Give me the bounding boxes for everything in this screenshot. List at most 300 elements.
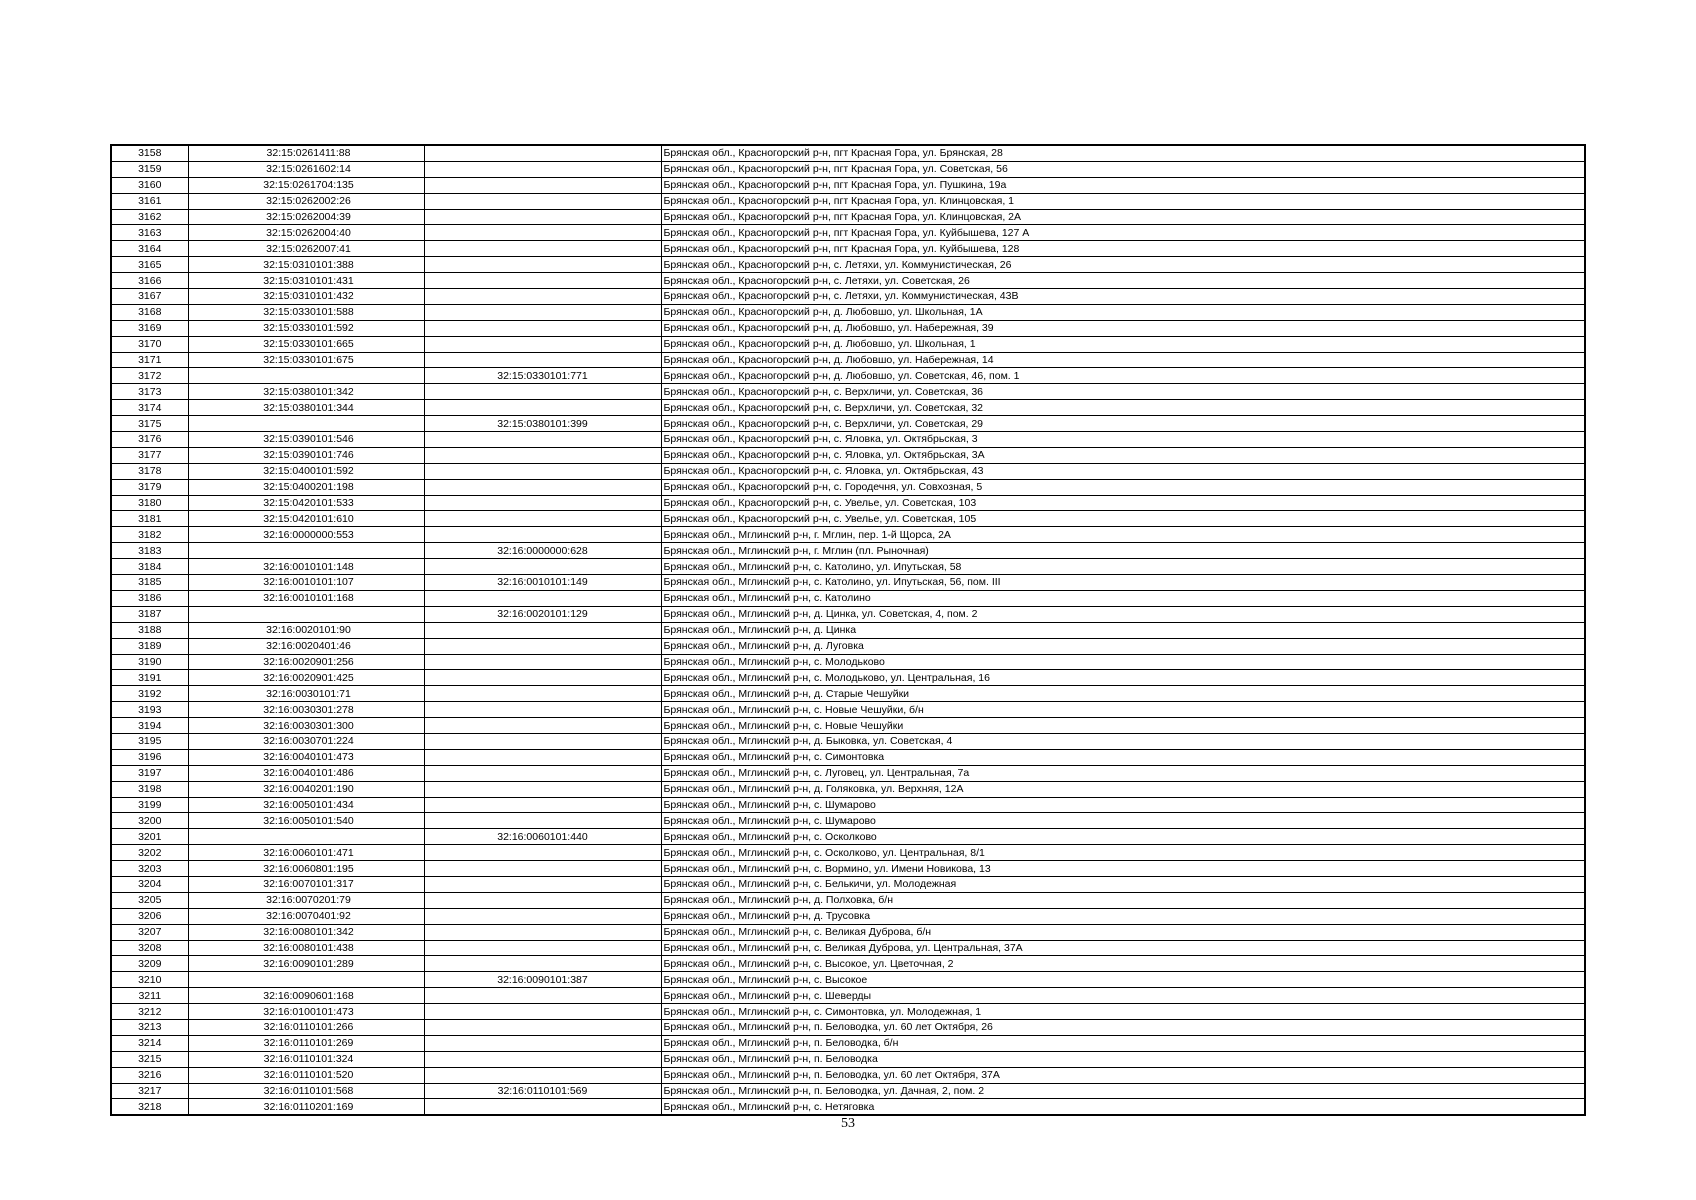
row-number-cell: 3193 [111,702,188,718]
address-cell: Брянская обл., Красногорский р-н, д. Любовшо, ул. Советская, 46, пом. 1 [661,368,1585,384]
table-row [111,876,1585,892]
row-number-cell: 3171 [111,352,188,368]
part-cadastral-number-cell [424,495,661,511]
row-number-cell: 3188 [111,622,188,638]
part-cadastral-number-cell [424,559,661,575]
table-row [111,765,1585,781]
row-number-cell: 3181 [111,511,188,527]
table-row [111,479,1585,495]
row-number-cell: 3179 [111,479,188,495]
address-cell: Брянская обл., Красногорский р-н, пгт Красная Гора, ул. Клинцовская, 1 [661,193,1585,209]
address-cell: Брянская обл., Мглинский р-н, д. Старые Чешуйки [661,686,1585,702]
address-cell: Брянская обл., Мглинский р-н, с. Вормино, ул. Имени Новикова, 13 [661,861,1585,877]
table-row [111,384,1585,400]
row-number-cell: 3206 [111,908,188,924]
part-cadastral-number-cell [424,1067,661,1083]
part-cadastral-number-cell [424,304,661,320]
cadastral-number-cell: 32:16:0020401:46 [188,638,424,654]
row-number-cell: 3218 [111,1099,188,1115]
cadastral-number-cell: 32:16:0110101:269 [188,1035,424,1051]
part-cadastral-number-cell [424,289,661,305]
cadastral-number-cell: 32:16:0080101:342 [188,924,424,940]
row-number-cell: 3205 [111,892,188,908]
cadastral-number-cell [188,543,424,559]
address-cell: Брянская обл., Мглинский р-н, с. Осколково, ул. Центральная, 8/1 [661,845,1585,861]
row-number-cell: 3195 [111,733,188,749]
part-cadastral-number-cell [424,670,661,686]
cadastral-number-cell: 32:15:0420101:533 [188,495,424,511]
address-cell: Брянская обл., Красногорский р-н, д. Любовшо, ул. Набережная, 39 [661,320,1585,336]
table-row [111,241,1585,257]
cadastral-number-cell: 32:15:0330101:675 [188,352,424,368]
part-cadastral-number-cell [424,241,661,257]
part-cadastral-number-cell [424,1051,661,1067]
cadastral-number-cell [188,368,424,384]
table-row [111,304,1585,320]
address-cell: Брянская обл., Красногорский р-н, с. Яловка, ул. Октябрьская, 3 [661,432,1585,448]
address-cell: Брянская обл., Мглинский р-н, д. Трусовка [661,908,1585,924]
table-row [111,559,1585,575]
address-cell: Брянская обл., Красногорский р-н, с. Летяхи, ул. Коммунистическая, 43В [661,289,1585,305]
row-number-cell: 3210 [111,972,188,988]
part-cadastral-number-cell [424,161,661,177]
cadastral-number-cell: 32:15:0420101:610 [188,511,424,527]
address-cell: Брянская обл., Мглинский р-н, п. Беловодка, ул. 60 лет Октября, 37А [661,1067,1585,1083]
address-cell: Брянская обл., Мглинский р-н, с. Католино [661,590,1585,606]
cadastral-number-cell: 32:16:0090601:168 [188,988,424,1004]
row-number-cell: 3167 [111,289,188,305]
part-cadastral-number-cell [424,813,661,829]
address-cell: Брянская обл., Мглинский р-н, с. Католино, ул. Ипутьская, 56, пом. III [661,575,1585,591]
row-number-cell: 3187 [111,606,188,622]
part-cadastral-number-cell [424,892,661,908]
cadastral-number-cell: 32:16:0010101:107 [188,575,424,591]
table-row [111,654,1585,670]
row-number-cell: 3175 [111,416,188,432]
table-row [111,257,1585,273]
row-number-cell: 3203 [111,861,188,877]
cadastral-number-cell: 32:15:0261411:88 [188,145,424,161]
part-cadastral-number-cell: 32:15:0330101:771 [424,368,661,384]
table-row [111,273,1585,289]
cadastral-number-cell: 32:16:0040101:473 [188,749,424,765]
table-row [111,1051,1585,1067]
row-number-cell: 3192 [111,686,188,702]
address-cell: Брянская обл., Красногорский р-н, с. Летяхи, ул. Советская, 26 [661,273,1585,289]
address-cell: Брянская обл., Красногорский р-н, пгт Красная Гора, ул. Советская, 56 [661,161,1585,177]
table-row [111,781,1585,797]
part-cadastral-number-cell [424,352,661,368]
row-number-cell: 3174 [111,400,188,416]
part-cadastral-number-cell [424,1099,661,1115]
part-cadastral-number-cell [424,447,661,463]
row-number-cell: 3177 [111,447,188,463]
part-cadastral-number-cell [424,273,661,289]
row-number-cell: 3166 [111,273,188,289]
address-cell: Брянская обл., Красногорский р-н, пгт Красная Гора, ул. Куйбышева, 128 [661,241,1585,257]
table-row [111,177,1585,193]
address-cell: Брянская обл., Красногорский р-н, пгт Красная Гора, ул. Куйбышева, 127 А [661,225,1585,241]
row-number-cell: 3165 [111,257,188,273]
address-cell: Брянская обл., Мглинский р-н, с. Великая Дуброва, б/н [661,924,1585,940]
part-cadastral-number-cell [424,924,661,940]
address-cell: Брянская обл., Мглинский р-н, с. Молодьково, ул. Центральная, 16 [661,670,1585,686]
cadastral-number-cell: 32:16:0030301:278 [188,702,424,718]
registry-table-body [111,145,1585,1115]
row-number-cell: 3176 [111,432,188,448]
address-cell: Брянская обл., Мглинский р-н, с. Осколково [661,829,1585,845]
row-number-cell: 3164 [111,241,188,257]
table-row [111,352,1585,368]
address-cell: Брянская обл., Мглинский р-н, с. Католино, ул. Ипутьская, 58 [661,559,1585,575]
table-row [111,622,1585,638]
row-number-cell: 3159 [111,161,188,177]
table-row [111,908,1585,924]
row-number-cell: 3160 [111,177,188,193]
table-row [111,733,1585,749]
address-cell: Брянская обл., Мглинский р-н, д. Луговка [661,638,1585,654]
address-cell: Брянская обл., Мглинский р-н, с. Белькичи, ул. Молодежная [661,876,1585,892]
address-cell: Брянская обл., Мглинский р-н, д. Полховка, б/н [661,892,1585,908]
address-cell: Брянская обл., Красногорский р-н, с. Городечня, ул. Совхозная, 5 [661,479,1585,495]
address-cell: Брянская обл., Мглинский р-н, с. Шумарово [661,813,1585,829]
row-number-cell: 3215 [111,1051,188,1067]
row-number-cell: 3199 [111,797,188,813]
address-cell: Брянская обл., Мглинский р-н, д. Быковка, ул. Советская, 4 [661,733,1585,749]
table-row [111,225,1585,241]
row-number-cell: 3183 [111,543,188,559]
cadastral-number-cell: 32:15:0262004:39 [188,209,424,225]
cadastral-number-cell: 32:15:0400201:198 [188,479,424,495]
part-cadastral-number-cell: 32:16:0010101:149 [424,575,661,591]
cadastral-number-cell: 32:16:0020901:425 [188,670,424,686]
cadastral-number-cell: 32:15:0262007:41 [188,241,424,257]
cadastral-number-cell: 32:16:0000000:553 [188,527,424,543]
cadastral-number-cell: 32:15:0400101:592 [188,463,424,479]
table-row [111,606,1585,622]
part-cadastral-number-cell [424,845,661,861]
address-cell: Брянская обл., Красногорский р-н, пгт Красная Гора, ул. Клинцовская, 2А [661,209,1585,225]
part-cadastral-number-cell [424,654,661,670]
part-cadastral-number-cell [424,590,661,606]
cadastral-number-cell: 32:16:0110101:324 [188,1051,424,1067]
part-cadastral-number-cell [424,956,661,972]
row-number-cell: 3182 [111,527,188,543]
cadastral-number-cell [188,829,424,845]
address-cell: Брянская обл., Мглинский р-н, с. Великая Дуброва, ул. Центральная, 37А [661,940,1585,956]
table-row [111,1067,1585,1083]
address-cell: Брянская обл., Мглинский р-н, с. Молодьково [661,654,1585,670]
row-number-cell: 3162 [111,209,188,225]
part-cadastral-number-cell [424,781,661,797]
table-row [111,1099,1585,1115]
row-number-cell: 3200 [111,813,188,829]
part-cadastral-number-cell [424,718,661,734]
cadastral-number-cell: 32:16:0010101:148 [188,559,424,575]
table-row [111,400,1585,416]
cadastral-number-cell: 32:16:0020901:256 [188,654,424,670]
cadastral-number-cell: 32:16:0110101:520 [188,1067,424,1083]
address-cell: Брянская обл., Красногорский р-н, с. Увелье, ул. Советская, 103 [661,495,1585,511]
cadastral-number-cell: 32:15:0262004:40 [188,225,424,241]
row-number-cell: 3184 [111,559,188,575]
cadastral-number-cell [188,972,424,988]
table-row [111,368,1585,384]
address-cell: Брянская обл., Мглинский р-н, д. Цинка, ул. Советская, 4, пом. 2 [661,606,1585,622]
row-number-cell: 3198 [111,781,188,797]
row-number-cell: 3186 [111,590,188,606]
cadastral-number-cell: 32:15:0330101:665 [188,336,424,352]
row-number-cell: 3213 [111,1019,188,1035]
table-row [111,416,1585,432]
row-number-cell: 3212 [111,1004,188,1020]
row-number-cell: 3189 [111,638,188,654]
table-row [111,145,1585,161]
table-row [111,527,1585,543]
address-cell: Брянская обл., Мглинский р-н, с. Новые Чешуйки [661,718,1585,734]
cadastral-number-cell: 32:16:0020101:90 [188,622,424,638]
table-row [111,590,1585,606]
cadastral-number-cell [188,606,424,622]
table-row [111,432,1585,448]
part-cadastral-number-cell [424,511,661,527]
address-cell: Брянская обл., Красногорский р-н, д. Любовшо, ул. Набережная, 14 [661,352,1585,368]
part-cadastral-number-cell [424,638,661,654]
part-cadastral-number-cell [424,432,661,448]
table-row [111,447,1585,463]
cadastral-number-cell: 32:16:0050101:434 [188,797,424,813]
part-cadastral-number-cell [424,1019,661,1035]
cadastral-number-cell: 32:16:0030301:300 [188,718,424,734]
part-cadastral-number-cell [424,479,661,495]
address-cell: Брянская обл., Красногорский р-н, с. Яловка, ул. Октябрьская, 43 [661,463,1585,479]
cadastral-number-cell: 32:16:0100101:473 [188,1004,424,1020]
cadastral-number-cell: 32:16:0060801:195 [188,861,424,877]
cadastral-number-cell: 32:16:0110101:568 [188,1083,424,1099]
table-row [111,845,1585,861]
table-row [111,813,1585,829]
table-row [111,956,1585,972]
address-cell: Брянская обл., Красногорский р-н, с. Яловка, ул. Октябрьская, 3А [661,447,1585,463]
address-cell: Брянская обл., Красногорский р-н, пгт Красная Гора, ул. Пушкина, 19а [661,177,1585,193]
part-cadastral-number-cell [424,1035,661,1051]
part-cadastral-number-cell [424,1004,661,1020]
cadastral-number-cell: 32:15:0380101:344 [188,400,424,416]
part-cadastral-number-cell [424,765,661,781]
address-cell: Брянская обл., Красногорский р-н, с. Верхличи, ул. Советская, 32 [661,400,1585,416]
address-cell: Брянская обл., Мглинский р-н, п. Беловодка [661,1051,1585,1067]
cadastral-number-cell: 32:16:0030701:224 [188,733,424,749]
row-number-cell: 3170 [111,336,188,352]
table-row [111,702,1585,718]
row-number-cell: 3172 [111,368,188,384]
table-row [111,193,1585,209]
part-cadastral-number-cell: 32:16:0110101:569 [424,1083,661,1099]
row-number-cell: 3173 [111,384,188,400]
part-cadastral-number-cell [424,749,661,765]
part-cadastral-number-cell [424,940,661,956]
table-row [111,209,1585,225]
part-cadastral-number-cell: 32:16:0000000:628 [424,543,661,559]
table-row [111,670,1585,686]
table-row [111,336,1585,352]
row-number-cell: 3161 [111,193,188,209]
address-cell: Брянская обл., Красногорский р-н, с. Верхличи, ул. Советская, 29 [661,416,1585,432]
table-row [111,1019,1585,1035]
table-row [111,1083,1585,1099]
cadastral-number-cell: 32:16:0040201:190 [188,781,424,797]
cadastral-number-cell: 32:16:0070401:92 [188,908,424,924]
part-cadastral-number-cell [424,320,661,336]
row-number-cell: 3217 [111,1083,188,1099]
address-cell: Брянская обл., Красногорский р-н, д. Любовшо, ул. Школьная, 1 [661,336,1585,352]
cadastral-number-cell: 32:16:0060101:471 [188,845,424,861]
part-cadastral-number-cell: 32:16:0020101:129 [424,606,661,622]
address-cell: Брянская обл., Мглинский р-н, с. Шеверды [661,988,1585,1004]
table-row [111,511,1585,527]
part-cadastral-number-cell [424,908,661,924]
part-cadastral-number-cell [424,225,661,241]
cadastral-number-cell: 32:16:0010101:168 [188,590,424,606]
part-cadastral-number-cell [424,177,661,193]
address-cell: Брянская обл., Мглинский р-н, с. Симонтовка [661,749,1585,765]
part-cadastral-number-cell: 32:15:0380101:399 [424,416,661,432]
table-row [111,463,1585,479]
table-row [111,718,1585,734]
table-row [111,940,1585,956]
row-number-cell: 3214 [111,1035,188,1051]
table-row [111,988,1585,1004]
cadastral-number-cell: 32:16:0110201:169 [188,1099,424,1115]
part-cadastral-number-cell [424,145,661,161]
cadastral-number-cell: 32:15:0330101:592 [188,320,424,336]
row-number-cell: 3185 [111,575,188,591]
row-number-cell: 3190 [111,654,188,670]
address-cell: Брянская обл., Мглинский р-н, с. Симонтовка, ул. Молодежная, 1 [661,1004,1585,1020]
part-cadastral-number-cell: 32:16:0060101:440 [424,829,661,845]
table-row [111,289,1585,305]
address-cell: Брянская обл., Мглинский р-н, п. Беловодка, ул. 60 лет Октября, 26 [661,1019,1585,1035]
part-cadastral-number-cell [424,384,661,400]
row-number-cell: 3209 [111,956,188,972]
part-cadastral-number-cell [424,400,661,416]
table-row [111,861,1585,877]
part-cadastral-number-cell [424,686,661,702]
part-cadastral-number-cell [424,702,661,718]
cadastral-number-cell: 32:15:0261704:135 [188,177,424,193]
cadastral-number-cell: 32:15:0262002:26 [188,193,424,209]
table-row [111,1004,1585,1020]
cadastral-number-cell: 32:15:0390101:746 [188,447,424,463]
row-number-cell: 3201 [111,829,188,845]
part-cadastral-number-cell [424,797,661,813]
row-number-cell: 3194 [111,718,188,734]
address-cell: Брянская обл., Мглинский р-н, с. Высокое, ул. Цветочная, 2 [661,956,1585,972]
table-row [111,829,1585,845]
row-number-cell: 3211 [111,988,188,1004]
cadastral-number-cell: 32:16:0070101:317 [188,876,424,892]
cadastral-number-cell: 32:16:0050101:540 [188,813,424,829]
cadastral-number-cell: 32:16:0030101:71 [188,686,424,702]
cadastral-number-cell: 32:16:0090101:289 [188,956,424,972]
table-row [111,320,1585,336]
address-cell: Брянская обл., Красногорский р-н, с. Летяхи, ул. Коммунистическая, 26 [661,257,1585,273]
row-number-cell: 3196 [111,749,188,765]
row-number-cell: 3207 [111,924,188,940]
address-cell: Брянская обл., Красногорский р-н, с. Верхличи, ул. Советская, 36 [661,384,1585,400]
address-cell: Брянская обл., Мглинский р-н, г. Мглин (пл. Рыночная) [661,543,1585,559]
address-cell: Брянская обл., Мглинский р-н, с. Высокое [661,972,1585,988]
address-cell: Брянская обл., Мглинский р-н, с. Шумарово [661,797,1585,813]
table-row [111,749,1585,765]
cadastral-number-cell: 32:16:0110101:266 [188,1019,424,1035]
cadastral-number-cell: 32:16:0080101:438 [188,940,424,956]
cadastral-number-cell: 32:16:0070201:79 [188,892,424,908]
row-number-cell: 3180 [111,495,188,511]
cadastral-number-cell: 32:15:0310101:388 [188,257,424,273]
cadastral-number-cell: 32:15:0380101:342 [188,384,424,400]
part-cadastral-number-cell [424,622,661,638]
address-cell: Брянская обл., Мглинский р-н, с. Луговец, ул. Центральная, 7а [661,765,1585,781]
part-cadastral-number-cell [424,463,661,479]
row-number-cell: 3202 [111,845,188,861]
address-cell: Брянская обл., Мглинский р-н, д. Голяковка, ул. Верхняя, 12А [661,781,1585,797]
table-row [111,1035,1585,1051]
table-row [111,686,1585,702]
cadastral-number-cell: 32:15:0390101:546 [188,432,424,448]
table-row [111,972,1585,988]
table-row [111,575,1585,591]
address-cell: Брянская обл., Красногорский р-н, д. Любовшо, ул. Школьная, 1А [661,304,1585,320]
table-row [111,161,1585,177]
row-number-cell: 3204 [111,876,188,892]
cadastral-number-cell: 32:15:0330101:588 [188,304,424,320]
row-number-cell: 3178 [111,463,188,479]
row-number-cell: 3163 [111,225,188,241]
part-cadastral-number-cell [424,209,661,225]
registry-table [110,144,1586,1116]
address-cell: Брянская обл., Мглинский р-н, п. Беловодка, б/н [661,1035,1585,1051]
table-row [111,797,1585,813]
row-number-cell: 3169 [111,320,188,336]
table-row [111,543,1585,559]
part-cadastral-number-cell [424,527,661,543]
address-cell: Брянская обл., Мглинский р-н, с. Нетяговка [661,1099,1585,1115]
part-cadastral-number-cell [424,876,661,892]
part-cadastral-number-cell [424,336,661,352]
cadastral-number-cell: 32:15:0310101:432 [188,289,424,305]
page-number: 53 [841,1116,855,1131]
cadastral-number-cell: 32:15:0261602:14 [188,161,424,177]
cadastral-number-cell: 32:16:0040101:486 [188,765,424,781]
row-number-cell: 3158 [111,145,188,161]
row-number-cell: 3208 [111,940,188,956]
cadastral-number-cell: 32:15:0310101:431 [188,273,424,289]
part-cadastral-number-cell [424,861,661,877]
table-row [111,495,1585,511]
row-number-cell: 3168 [111,304,188,320]
address-cell: Брянская обл., Мглинский р-н, с. Новые Чешуйки, б/н [661,702,1585,718]
part-cadastral-number-cell [424,193,661,209]
row-number-cell: 3191 [111,670,188,686]
address-cell: Брянская обл., Мглинский р-н, г. Мглин, пер. 1-й Щорса, 2А [661,527,1585,543]
row-number-cell: 3197 [111,765,188,781]
table-row [111,924,1585,940]
address-cell: Брянская обл., Мглинский р-н, п. Беловодка, ул. Дачная, 2, пом. 2 [661,1083,1585,1099]
table-row [111,892,1585,908]
part-cadastral-number-cell [424,257,661,273]
table-row [111,638,1585,654]
